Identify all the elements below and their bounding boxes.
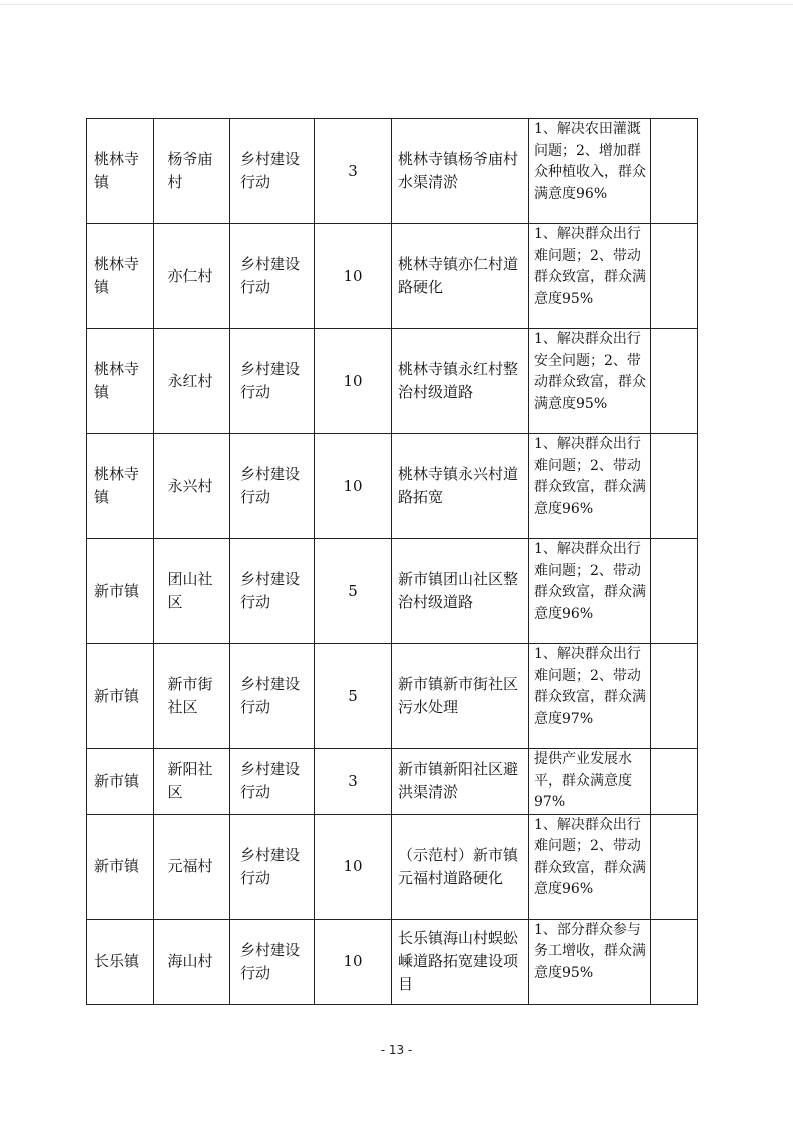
village-cell: 新阳社区	[154, 749, 230, 815]
note-cell	[651, 919, 698, 1004]
category-cell: 乡村建设行动	[230, 434, 315, 539]
benefit-cell: 1、解决群众出行难问题；2、带动群众致富，群众满意度97%	[529, 644, 651, 749]
project-cell: 桃林寺镇亦仁村道路硬化	[392, 224, 529, 329]
table-row	[87, 919, 698, 1004]
town-cell: 桃林寺镇	[87, 224, 154, 329]
amount-cell: 10	[315, 814, 392, 919]
table-row	[87, 329, 698, 434]
village-cell: 团山社区	[154, 539, 230, 644]
amount-cell: 3	[315, 119, 392, 224]
benefit-cell: 提供产业发展水平，群众满意度97%	[529, 749, 651, 815]
benefit-cell: 1、解决群众出行难问题；2、带动群众致富，群众满意度96%	[529, 434, 651, 539]
amount-cell: 10	[315, 224, 392, 329]
amount-cell: 10	[315, 919, 392, 1004]
category-cell: 乡村建设行动	[230, 539, 315, 644]
project-cell: 新市镇新市街社区污水处理	[392, 644, 529, 749]
amount-cell: 10	[315, 329, 392, 434]
project-cell: （示范村）新市镇元福村道路硬化	[392, 814, 529, 919]
amount-cell: 5	[315, 539, 392, 644]
table-row	[87, 539, 698, 644]
note-cell	[651, 644, 698, 749]
project-cell: 桃林寺镇永兴村道路拓宽	[392, 434, 529, 539]
table-body	[87, 119, 698, 1005]
village-cell: 元福村	[154, 814, 230, 919]
project-cell: 桃林寺镇永红村整治村级道路	[392, 329, 529, 434]
benefit-cell: 1、解决群众出行难问题；2、带动群众致富，群众满意度95%	[529, 224, 651, 329]
table-row	[87, 224, 698, 329]
category-cell: 乡村建设行动	[230, 919, 315, 1004]
project-cell: 桃林寺镇杨爷庙村水渠清淤	[392, 119, 529, 224]
page-top-edge	[0, 4, 793, 5]
town-cell: 长乐镇	[87, 919, 154, 1004]
table-row	[87, 644, 698, 749]
note-cell	[651, 224, 698, 329]
category-cell: 乡村建设行动	[230, 224, 315, 329]
page-number: - 13 -	[380, 1043, 413, 1057]
note-cell	[651, 434, 698, 539]
village-cell: 永红村	[154, 329, 230, 434]
village-cell: 新市街社区	[154, 644, 230, 749]
note-cell	[651, 119, 698, 224]
town-cell: 新市镇	[87, 644, 154, 749]
village-cell: 亦仁村	[154, 224, 230, 329]
category-cell: 乡村建设行动	[230, 814, 315, 919]
town-cell: 新市镇	[87, 539, 154, 644]
category-cell: 乡村建设行动	[230, 644, 315, 749]
town-cell: 新市镇	[87, 814, 154, 919]
note-cell	[651, 749, 698, 815]
project-table	[86, 118, 698, 1005]
project-cell: 新市镇新阳社区避洪渠清淤	[392, 749, 529, 815]
category-cell: 乡村建设行动	[230, 119, 315, 224]
village-cell: 永兴村	[154, 434, 230, 539]
table-row	[87, 814, 698, 919]
project-cell: 新市镇团山社区整治村级道路	[392, 539, 529, 644]
note-cell	[651, 329, 698, 434]
amount-cell: 5	[315, 644, 392, 749]
note-cell	[651, 539, 698, 644]
benefit-cell: 1、解决群众出行安全问题；2、带动群众致富，群众满意度95%	[529, 329, 651, 434]
table-row	[87, 749, 698, 815]
benefit-cell: 1、部分群众参与务工增收，群众满意度95%	[529, 919, 651, 1004]
table-row	[87, 119, 698, 224]
amount-cell: 3	[315, 749, 392, 815]
benefit-cell: 1、解决群众出行难问题；2、带动群众致富，群众满意度96%	[529, 539, 651, 644]
category-cell: 乡村建设行动	[230, 749, 315, 815]
town-cell: 新市镇	[87, 749, 154, 815]
table-row	[87, 434, 698, 539]
benefit-cell: 1、解决群众出行难问题；2、带动群众致富，群众满意度96%	[529, 814, 651, 919]
benefit-cell: 1、解决农田灌溉问题；2、增加群众种植收入，群众满意度96%	[529, 119, 651, 224]
village-cell: 海山村	[154, 919, 230, 1004]
village-cell: 杨爷庙村	[154, 119, 230, 224]
amount-cell: 10	[315, 434, 392, 539]
category-cell: 乡村建设行动	[230, 329, 315, 434]
note-cell	[651, 814, 698, 919]
town-cell: 桃林寺镇	[87, 329, 154, 434]
project-cell: 长乐镇海山村蜈蚣嵊道路拓宽建设项目	[392, 919, 529, 1004]
town-cell: 桃林寺镇	[87, 434, 154, 539]
town-cell: 桃林寺镇	[87, 119, 154, 224]
